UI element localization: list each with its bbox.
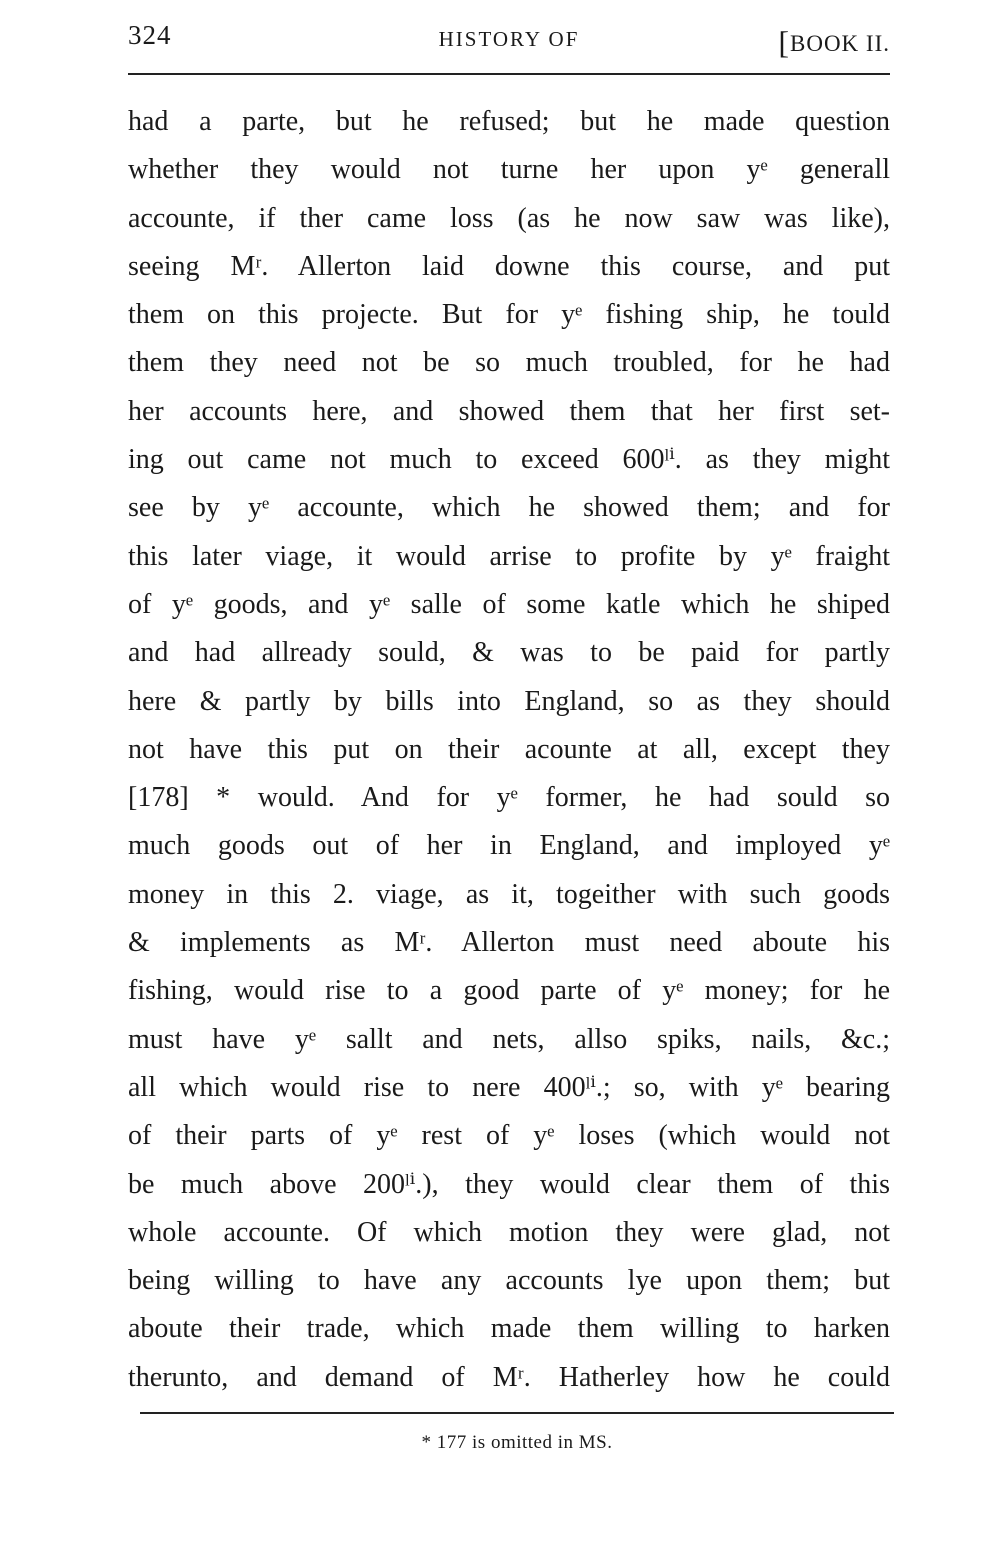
text-line: aboute their trade, which made them willing to harken (128, 1313, 890, 1345)
text-line: whether they would not turne her upon yᵉ generall (128, 154, 890, 186)
text-line: her accounts here, and showed them that her first set- (128, 395, 890, 427)
text-line: not have this put on their acounte at all, except they (128, 733, 890, 765)
footnote-rule (140, 1412, 894, 1414)
running-head (128, 20, 890, 60)
text-line: must have yᵉ sallt and nets, allso spiks, nails, &c.; (128, 1023, 890, 1055)
text-line: accounte, if ther came loss (as he now saw was like), (128, 202, 890, 234)
text-line: [178] * would. And for yᵉ former, he had sould so (128, 782, 890, 814)
text-line: much goods out of her in England, and imployed yᵉ (128, 830, 890, 862)
text-line: this later viage, it would arrise to profite by yᵉ fraight (128, 540, 890, 572)
text-line: them they need not be so much troubled, for he had (128, 347, 890, 379)
text-line: therunto, and demand of Mʳ. Hatherley how he could (128, 1361, 890, 1393)
text-line: whole accounte. Of which motion they were glad, not (128, 1216, 890, 1248)
body-text (128, 98, 890, 1402)
page-number: 324 (128, 20, 172, 50)
text-line: of their parts of yᵉ rest of yᵉ loses (which would not (128, 1120, 890, 1152)
text-line: here & partly by bills into England, so as they should (128, 685, 890, 717)
text-line: being willing to have any accounts lye upon them; but (128, 1265, 890, 1297)
text-line: see by yᵉ accounte, which he showed them; and for (128, 492, 890, 524)
text-line: of yᵉ goods, and yᵉ salle of some katle which he shiped (128, 588, 890, 620)
footnote: * 177 is omitted in MS. (421, 1432, 613, 1453)
header-rule (128, 73, 890, 75)
text-line: all which would rise to nere 400ˡⁱ.; so, with yᵉ bearing (128, 1071, 890, 1103)
running-title: HISTORY OF (438, 27, 580, 51)
text-line: ing out came not much to exceed 600ˡⁱ. as they might (128, 444, 890, 476)
book-reference-label: BOOK II. (790, 31, 890, 56)
text-line: and had allready sould, & was to be paid for partly (128, 637, 890, 669)
text-line: them on this projecte. But for yᵉ fishing ship, he tould (128, 299, 890, 331)
text-line: seeing Mʳ. Allerton laid downe this course, and put (128, 250, 890, 282)
book-reference (778, 22, 890, 59)
book-bracket: [ (778, 24, 790, 60)
text-line: fishing, would rise to a good parte of yᵉ money; for he (128, 975, 890, 1007)
text-line: had a parte, but he refused; but he made question (128, 106, 890, 137)
text-line: be much above 200ˡⁱ.), they would clear them of this (128, 1168, 890, 1200)
text-line: money in this 2. viage, as it, togeither with such goods (128, 878, 890, 910)
text-line: & implements as Mʳ. Allerton must need aboute his (128, 927, 890, 959)
